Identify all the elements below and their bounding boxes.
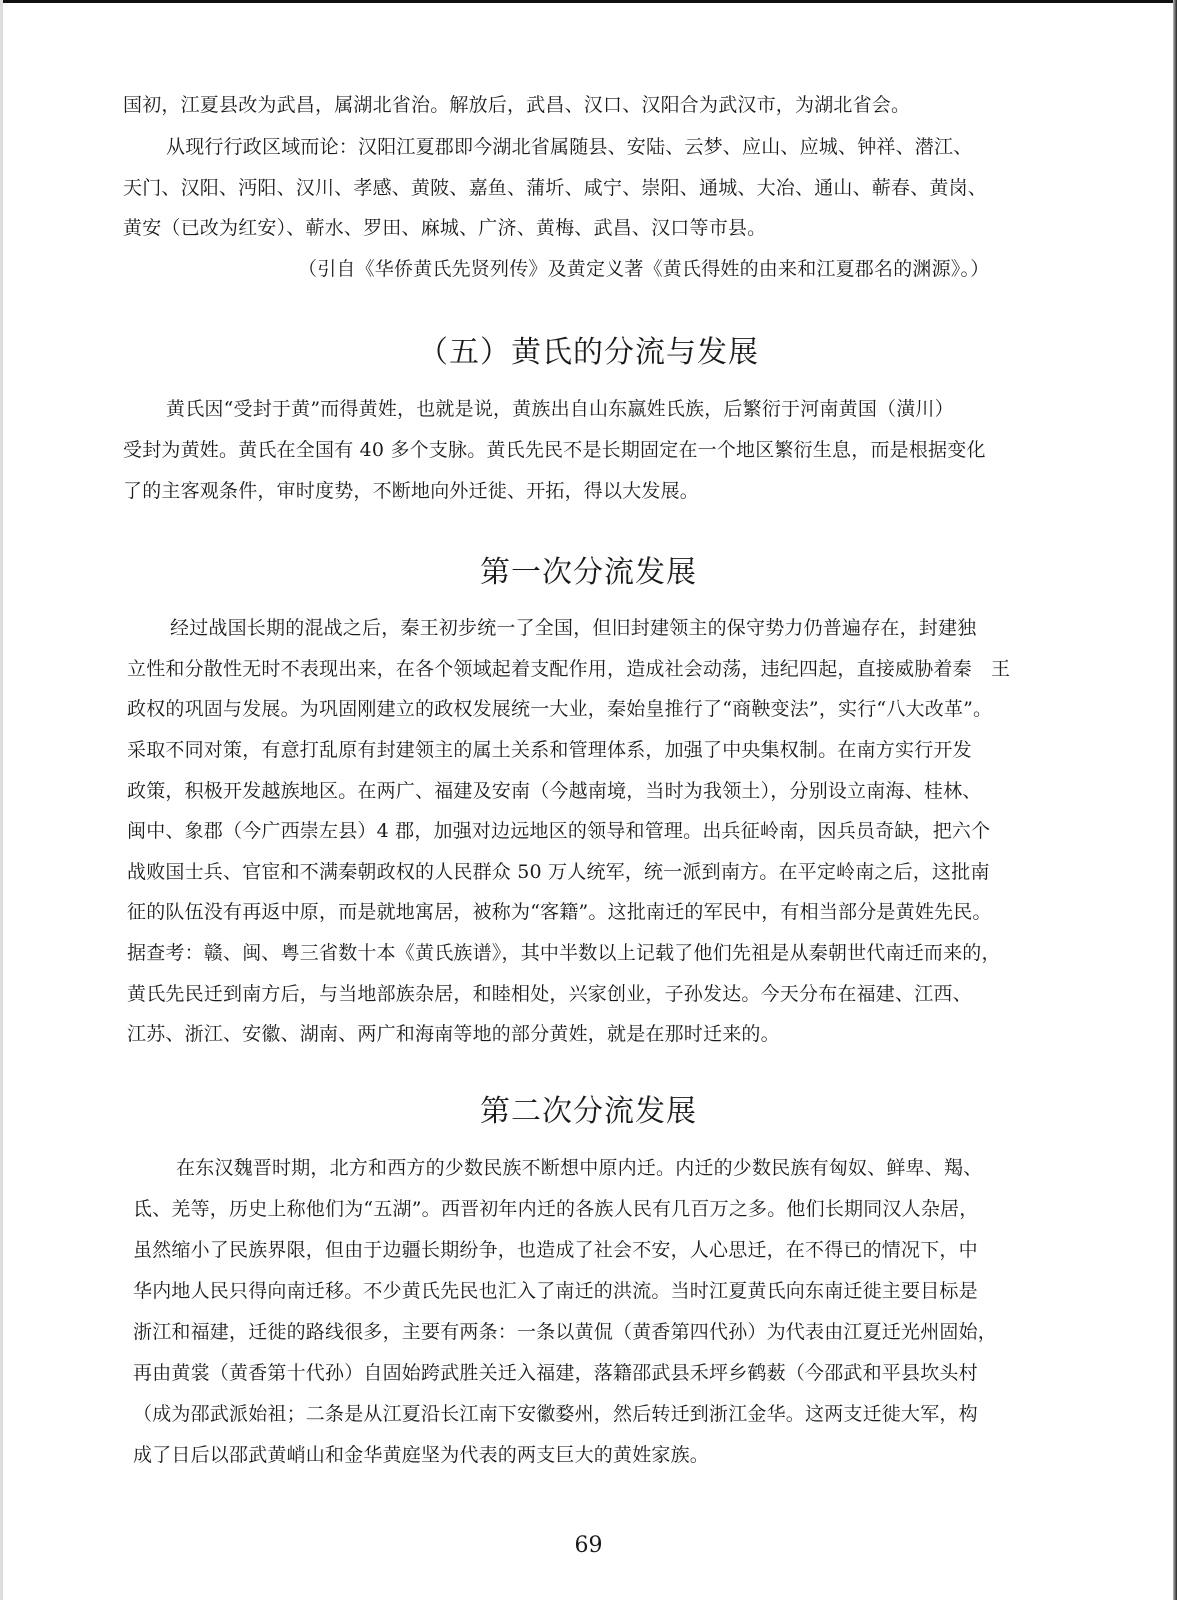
intro-line: 天门、汉阳、沔阳、汉川、孝感、黄陂、嘉鱼、蒲圻、咸宁、崇阳、通城、大冶、通山、蕲春、黄岗、 [123, 177, 988, 199]
first-line: 政策，积极开发越族地区。在两广、福建及安南（今越南境，当时为我领土），分别设立南海、桂林、 [127, 780, 982, 802]
second-line: 华内地人民只得向南迁移。不少黄氏先民也汇入了南迁的洪流。当时江夏黄氏向东南迁徙主要目标是 [133, 1280, 978, 1302]
second-line: 再由黄裳（黄香第十代孙）自固始跨武胜关迁入福建，落籍邵武县禾坪乡鹤薮（今邵武和平县坎头村 [133, 1362, 978, 1384]
first-line: 政权的巩固与发展。为巩固刚建立的政权发展统一大业，秦始皇推行了“商鞅变法”，实行“八大改革”。 [127, 698, 993, 720]
second-line: 在东汉魏晋时期，北方和西方的少数民族不断想中原内迁。内迁的少数民族有匈奴、鲜卑、羯、 [176, 1157, 983, 1179]
first-line: 战败国士兵、官宦和不满秦朝政权的人民群众 50 万人统军，统一派到南方。在平定岭南之后，这批南 [127, 861, 990, 883]
intro-line: 从现行行政区域而论：汉阳江夏郡即今湖北省属随县、安陆、云梦、应山、应城、钟祥、潜江、 [166, 136, 973, 158]
first-line: 立性和分散性无时不表现出来，在各个领域起着支配作用，造成社会动荡，违纪四起，直接威胁着秦 王 [127, 658, 1011, 680]
intro-line: 黄安（已改为红安）、蕲水、罗田、麻城、广济、黄梅、武昌、汉口等市县。 [123, 217, 767, 239]
subsection-heading-first: 第一次分流发展 [480, 555, 697, 590]
section5-line: 受封为黄姓。黄氏在全国有 40 多个支脉。黄氏先民不是长期固定在一个地区繁衍生息，而是根据变化 [123, 439, 986, 461]
second-line: （成为邵武派始祖；二条是从江夏沿长江南下安徽婺州，然后转迁到浙江金华。这两支迁徙大军，构 [133, 1403, 978, 1425]
first-line: 闽中、象郡（今广西崇左县）4 郡，加强对边远地区的领导和管理。出兵征岭南，因兵员奇缺，把六个 [127, 820, 991, 842]
second-line: 成了日后以邵武黄峭山和金华黄庭坚为代表的两支巨大的黄姓家族。 [133, 1444, 710, 1466]
second-line: 浙江和福建，迁徙的路线很多，主要有两条：一条以黄侃（黄香第四代孙）为代表由江夏迁光州固始， [133, 1321, 998, 1343]
first-line: 采取不同对策，有意打乱原有封建领主的属土关系和管理体系，加强了中央集权制。在南方实行开发 [127, 739, 972, 761]
intro-line: 国初，江夏县改为武昌，属湖北省治。解放后，武昌、汉口、汉阳合为武汉市，为湖北省会。 [123, 94, 911, 116]
first-line: 江苏、浙江、安徽、湖南、两广和海南等地的部分黄姓，就是在那时迁来的。 [127, 1023, 780, 1045]
section5-line: 黄氏因“受封于黄”而得黄姓，也就是说，黄族出自山东嬴姓氏族，后繁衍于河南黄国（潢川） [166, 398, 954, 420]
first-line: 黄氏先民迁到南方后，与当地部族杂居，和睦相处，兴家创业，子孙发达。今天分布在福建、江西、 [127, 983, 972, 1005]
first-line: 经过战国长期的混战之后，秦王初步统一了全国，但旧封建领主的保守势力仍普遍存在，封建独 [170, 617, 977, 639]
second-line: 氐、羌等，历史上称他们为“五湖”。西晋初年内迁的各族人民有几百万之多。他们长期同汉人杂居， [133, 1198, 979, 1220]
citation-line: （引自《华侨黄氏先贤列传》及黄定义著《黄氏得姓的由来和江夏郡名的渊源》。） [298, 258, 990, 280]
first-line: 据查考：赣、闽、粤三省数十本《黄氏族谱》，其中半数以上记载了他们先祖是从秦朝世代南迁而来的， [127, 942, 1001, 964]
section5-line: 了的主客观条件，审时度势，不断地向外迁徙、开拓，得以大发展。 [123, 480, 700, 502]
subsection-heading-second: 第二次分流发展 [480, 1094, 697, 1129]
first-line: 征的队伍没有再返中原，而是就地寓居，被称为“客籍”。这批南迁的军民中，有相当部分是黄姓先民。 [127, 901, 992, 923]
section-heading: （五）黄氏的分流与发展 [418, 335, 759, 370]
second-line: 虽然缩小了民族界限，但由于边疆长期纷争，也造成了社会不安，人心思迁，在不得已的情况下，中 [133, 1239, 978, 1261]
page-number: 69 [574, 1533, 603, 1558]
